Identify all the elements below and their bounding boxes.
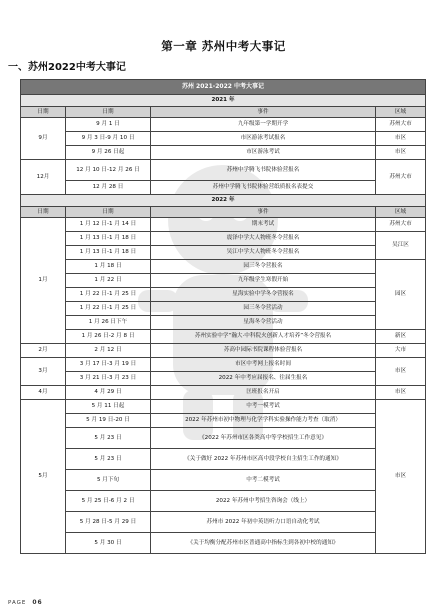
col-period: 日期 bbox=[21, 207, 66, 218]
region-cell: 新区 bbox=[376, 330, 426, 344]
event-cell: 九年级学生寒假开始 bbox=[151, 274, 376, 288]
date-cell: 5 月 23 日 bbox=[66, 428, 151, 449]
table-row bbox=[21, 316, 426, 330]
table-row bbox=[21, 218, 426, 232]
date-cell: 1 月 22 日 bbox=[66, 274, 151, 288]
table-row bbox=[21, 414, 426, 428]
region-cell: 市区 bbox=[376, 132, 426, 146]
date-cell: 5 月下旬 bbox=[66, 470, 151, 491]
region-cell: 市区 bbox=[376, 146, 426, 160]
date-cell: 5 月 23 日 bbox=[66, 449, 151, 470]
page-number: 06 bbox=[32, 599, 43, 606]
event-cell: 苏州市 2022 年初中英语听力口语自动化考试 bbox=[151, 512, 376, 533]
footer-label: PAGE bbox=[8, 600, 27, 606]
event-cell: 2022 年苏州中考招生咨询会（线上） bbox=[151, 491, 376, 512]
date-cell: 9 月 3 日-9 月 10 日 bbox=[66, 132, 151, 146]
region-cell: 市区 bbox=[376, 358, 426, 386]
year-2022-header: 2022 年 bbox=[21, 195, 426, 207]
region-cell: 市区 bbox=[376, 400, 426, 554]
date-cell: 2 月 12 日 bbox=[66, 344, 151, 358]
event-cell: 《关于均衡分配苏州市区普通高中指标生到各初中校的通知》 bbox=[151, 533, 376, 554]
event-cell: 中考二模考试 bbox=[151, 470, 376, 491]
date-cell: 1 月 26 日-2 月 8 日 bbox=[66, 330, 151, 344]
region-cell: 苏州大市 bbox=[376, 160, 426, 195]
col-event: 事件 bbox=[151, 207, 376, 218]
table-row bbox=[21, 246, 426, 260]
region-cell: 大市 bbox=[376, 344, 426, 358]
date-cell: 5 月 25 日-6 月 2 日 bbox=[66, 491, 151, 512]
event-cell: 《2022 年苏州市区各类高中等学校招生工作意见》 bbox=[151, 428, 376, 449]
event-cell: 园三冬令营报名 bbox=[151, 260, 376, 274]
period-cell: 5月 bbox=[21, 400, 66, 554]
event-cell: 园三冬令营活动 bbox=[151, 302, 376, 316]
date-cell: 5 月 19 日-20 日 bbox=[66, 414, 151, 428]
table-row bbox=[21, 491, 426, 512]
event-cell: 苏州实验中学“瀚大·中科院火创新人才培养”冬令营报名 bbox=[151, 330, 376, 344]
date-cell: 3 月 21 日-3 月 23 日 bbox=[66, 372, 151, 386]
date-cell: 1 月 22 日-1 月 25 日 bbox=[66, 302, 151, 316]
region-cell: 吴江区 bbox=[376, 232, 426, 260]
date-cell: 5 月 28 日-5 月 29 日 bbox=[66, 512, 151, 533]
col-period: 日期 bbox=[21, 107, 66, 118]
event-cell: 2022 年苏州市初中物理与化学学科实验操作能力考查（取消） bbox=[151, 414, 376, 428]
date-cell: 4 月 29 日 bbox=[66, 386, 151, 400]
event-cell: 苏高中园际书院课程体验营报名 bbox=[151, 344, 376, 358]
date-cell: 12 月 28 日 bbox=[66, 181, 151, 195]
date-cell: 1 月 13 日-1 月 18 日 bbox=[66, 232, 151, 246]
event-cell: 市区中考网上报名时间 bbox=[151, 358, 376, 372]
table-row bbox=[21, 288, 426, 302]
event-cell: 《关于做好 2022 年苏州市区高中段学校自主招生工作的通知》 bbox=[151, 449, 376, 470]
events-table bbox=[20, 79, 426, 554]
table-row bbox=[21, 274, 426, 288]
event-cell: 星海冬令营活动 bbox=[151, 316, 376, 330]
date-cell: 5 月 30 日 bbox=[66, 533, 151, 554]
region-cell: 苏州大市 bbox=[376, 218, 426, 232]
period-cell: 12月 bbox=[21, 160, 66, 195]
table-row bbox=[21, 330, 426, 344]
column-header-row bbox=[21, 207, 426, 218]
event-cell: 星海实验中学冬令营报名 bbox=[151, 288, 376, 302]
table-row bbox=[21, 358, 426, 372]
table-row bbox=[21, 260, 426, 274]
table-row bbox=[21, 372, 426, 386]
region-cell: 苏州大市 bbox=[376, 118, 426, 132]
event-cell: 苏州中学腾飞书院体验营报名 bbox=[151, 160, 376, 181]
region-cell: 园区 bbox=[376, 260, 426, 330]
region-cell: 市区 bbox=[376, 386, 426, 400]
page-footer bbox=[8, 599, 43, 606]
event-cell: 市区游泳考试报名 bbox=[151, 132, 376, 146]
table-row bbox=[21, 344, 426, 358]
col-region: 区域 bbox=[376, 207, 426, 218]
period-cell: 3月 bbox=[21, 358, 66, 386]
table-row bbox=[21, 302, 426, 316]
table-row bbox=[21, 132, 426, 146]
date-cell: 9 月 1 日 bbox=[66, 118, 151, 132]
col-date: 日期 bbox=[66, 107, 151, 118]
col-region: 区域 bbox=[376, 107, 426, 118]
date-cell: 1 月 12 日-1 月 14 日 bbox=[66, 218, 151, 232]
event-cell: 震泽中学大人物班冬令营报名 bbox=[151, 232, 376, 246]
date-cell: 1 月 22 日-1 月 25 日 bbox=[66, 288, 151, 302]
section-title: 一、苏州2022中考大事记 bbox=[8, 62, 126, 73]
table-row bbox=[21, 181, 426, 195]
period-cell: 4月 bbox=[21, 386, 66, 400]
col-event: 事件 bbox=[151, 107, 376, 118]
date-cell: 3 月 17 日-3 月 19 日 bbox=[66, 358, 151, 372]
col-date: 日期 bbox=[66, 207, 151, 218]
date-cell: 9 月 26 日起 bbox=[66, 146, 151, 160]
table-row bbox=[21, 386, 426, 400]
date-cell: 1 月 26 日下午 bbox=[66, 316, 151, 330]
column-header-row bbox=[21, 107, 426, 118]
year-2021-header: 2021 年 bbox=[21, 95, 426, 107]
period-cell: 2月 bbox=[21, 344, 66, 358]
table-row bbox=[21, 512, 426, 533]
table-row bbox=[21, 533, 426, 554]
date-cell: 1 月 18 日 bbox=[66, 260, 151, 274]
table-row bbox=[21, 449, 426, 470]
event-cell: 市区游泳考试 bbox=[151, 146, 376, 160]
date-cell: 12 月 10 日-12 月 26 日 bbox=[66, 160, 151, 181]
table-row bbox=[21, 118, 426, 132]
event-cell: 期末考试 bbox=[151, 218, 376, 232]
table-row bbox=[21, 400, 426, 414]
chapter-title: 第一章 苏州中考大事记 bbox=[161, 39, 286, 53]
table-title: 苏州 2021-2022 中考大事记 bbox=[21, 80, 426, 95]
event-cell: 中考一模考试 bbox=[151, 400, 376, 414]
period-cell: 1月 bbox=[21, 218, 66, 344]
table-row bbox=[21, 232, 426, 246]
event-cell: 匡班报名开启 bbox=[151, 386, 376, 400]
table-row bbox=[21, 160, 426, 181]
event-cell: 吴江中学大人物班冬令营报名 bbox=[151, 246, 376, 260]
date-cell: 5 月 11 日起 bbox=[66, 400, 151, 414]
table-row bbox=[21, 470, 426, 491]
table-row bbox=[21, 146, 426, 160]
date-cell: 1 月 13 日-1 月 18 日 bbox=[66, 246, 151, 260]
period-cell: 9月 bbox=[21, 118, 66, 160]
event-cell: 苏州中学腾飞书院体验营纸质报名表提交 bbox=[151, 181, 376, 195]
event-cell: 九年级第一学期开学 bbox=[151, 118, 376, 132]
event-cell: 2022 年中考应届报名、往届生报名 bbox=[151, 372, 376, 386]
table-row bbox=[21, 428, 426, 449]
